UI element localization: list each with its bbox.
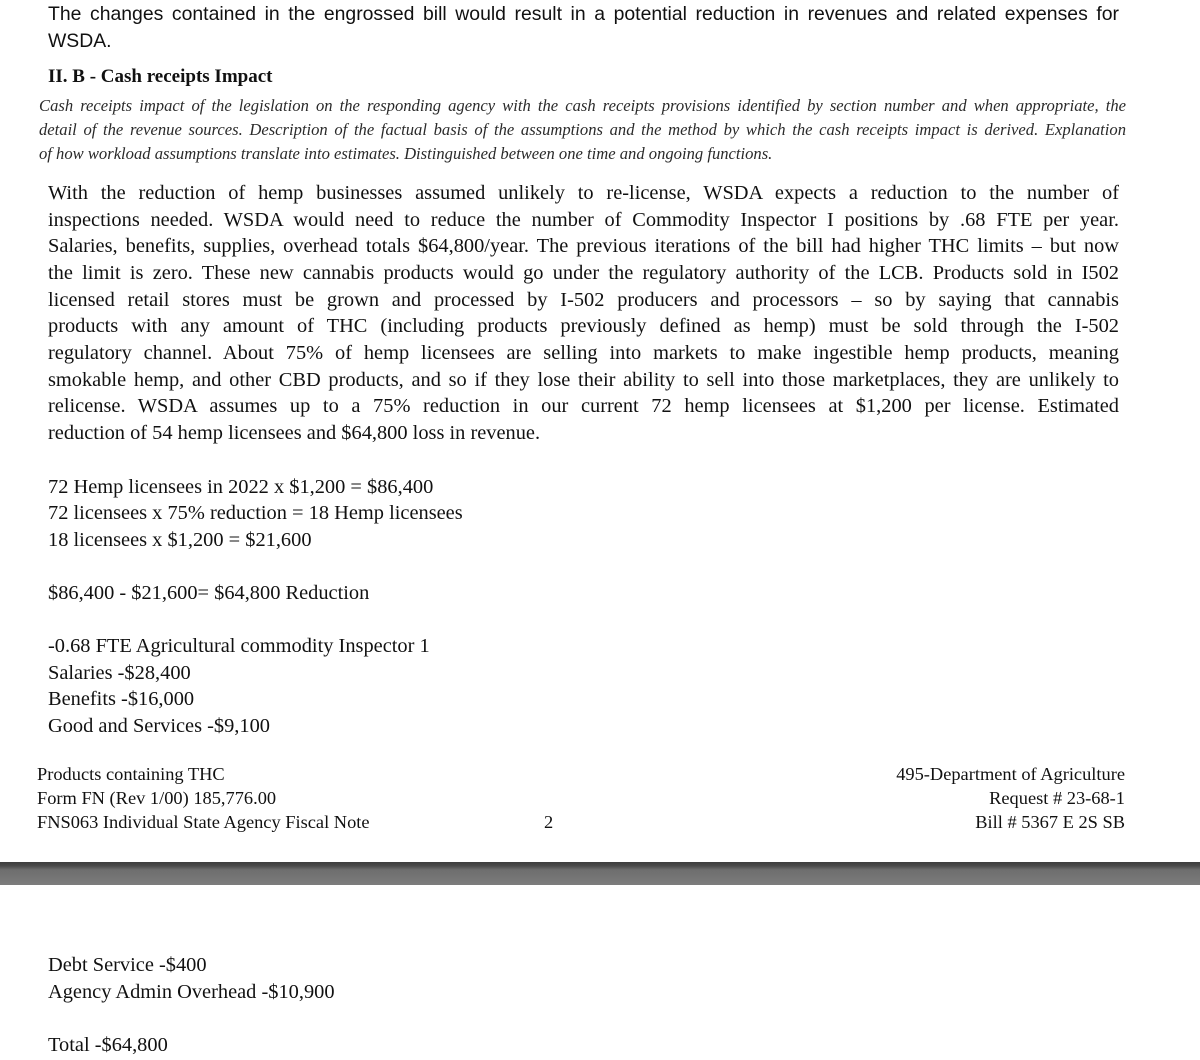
expense-line-1: -0.68 FTE Agricultural commodity Inspector 1 <box>48 635 430 657</box>
body-line-3: Salaries, benefits, supplies, overhead totals $64,800/year. The previous iterations of the bill had higher THC limits – but now <box>48 235 1119 257</box>
page-separator <box>0 862 1200 885</box>
body-line-10: reduction of 54 hemp licensees and $64,800 loss in revenue. <box>48 422 541 444</box>
body-line-5: licensed retail stores must be grown and processed by I-502 producers and processors – so by saying that cannabis <box>48 289 1119 311</box>
footer-left-3: FNS063 Individual State Agency Fiscal Note <box>37 812 370 832</box>
section-heading: II. B - Cash receipts Impact <box>48 66 273 87</box>
next-page-line-1: Debt Service -$400 <box>48 954 207 976</box>
body-line-9: relicense. WSDA assumes up to a 75% reduction in our current 72 hemp licensees at $1,200 per license. Estimated <box>48 395 1119 417</box>
next-page <box>0 885 1200 1060</box>
instructions-line-1: Cash receipts impact of the legislation on the responding agency with the cash receipts provisions identified by section number and when appropriate, the <box>39 96 1126 115</box>
calc-line-1: 72 Hemp licensees in 2022 x $1,200 = $86,400 <box>48 476 434 498</box>
page-number: 2 <box>544 812 554 832</box>
intro-line-2: WSDA. <box>48 30 112 52</box>
body-line-8: smokable hemp, and other CBD products, and so if they lose their ability to sell into those marketplaces, they are unlikely to <box>48 369 1119 391</box>
intro-line-1: The changes contained in the engrossed bill would result in a potential reduction in revenues and related expenses for <box>48 3 1119 25</box>
footer-left-2: Form FN (Rev 1/00) 185,776.00 <box>37 788 277 808</box>
body-line-2: inspections needed. WSDA would need to reduce the number of Commodity Inspector I positions by .68 FTE per year. <box>48 209 1119 231</box>
total-line: Total -$64,800 <box>48 1034 168 1056</box>
body-line-4: the limit is zero. These new cannabis products would go under the regulatory authority of the LCB. Products sold in I502 <box>48 262 1119 284</box>
expense-line-3: Benefits -$16,000 <box>48 688 195 710</box>
expense-line-4: Good and Services -$9,100 <box>48 715 270 737</box>
body-line-7: regulatory channel. About 75% of hemp licensees are selling into markets to make ingestible hemp products, meaning <box>48 342 1119 364</box>
footer-right-2: Request # 23-68-1 <box>989 788 1125 808</box>
calc-line-2: 72 licensees x 75% reduction = 18 Hemp licensees <box>48 502 463 524</box>
body-line-1: With the reduction of hemp businesses assumed unlikely to re-license, WSDA expects a reduction to the number of <box>48 182 1119 204</box>
instructions-line-2: detail of the revenue sources. Description of the factual basis of the assumptions and the method by which the cash receipts impact is derived. Explanation <box>39 120 1126 139</box>
expense-line-2: Salaries -$28,400 <box>48 662 191 684</box>
body-line-6: products with any amount of THC (including products previously defined as hemp) must be sold through the I-502 <box>48 315 1119 337</box>
footer-left-1: Products containing THC <box>37 764 225 784</box>
next-page-line-2: Agency Admin Overhead -$10,900 <box>48 981 335 1003</box>
footer-right-1: 495-Department of Agriculture <box>896 764 1125 784</box>
reduction-line: $86,400 - $21,600= $64,800 Reduction <box>48 582 370 604</box>
instructions-line-3: of how workload assumptions translate into estimates. Distinguished between one time and ongoing functions. <box>39 144 773 163</box>
footer-right-3: Bill # 5367 E 2S SB <box>975 812 1125 832</box>
calc-line-3: 18 licensees x $1,200 = $21,600 <box>48 529 312 551</box>
